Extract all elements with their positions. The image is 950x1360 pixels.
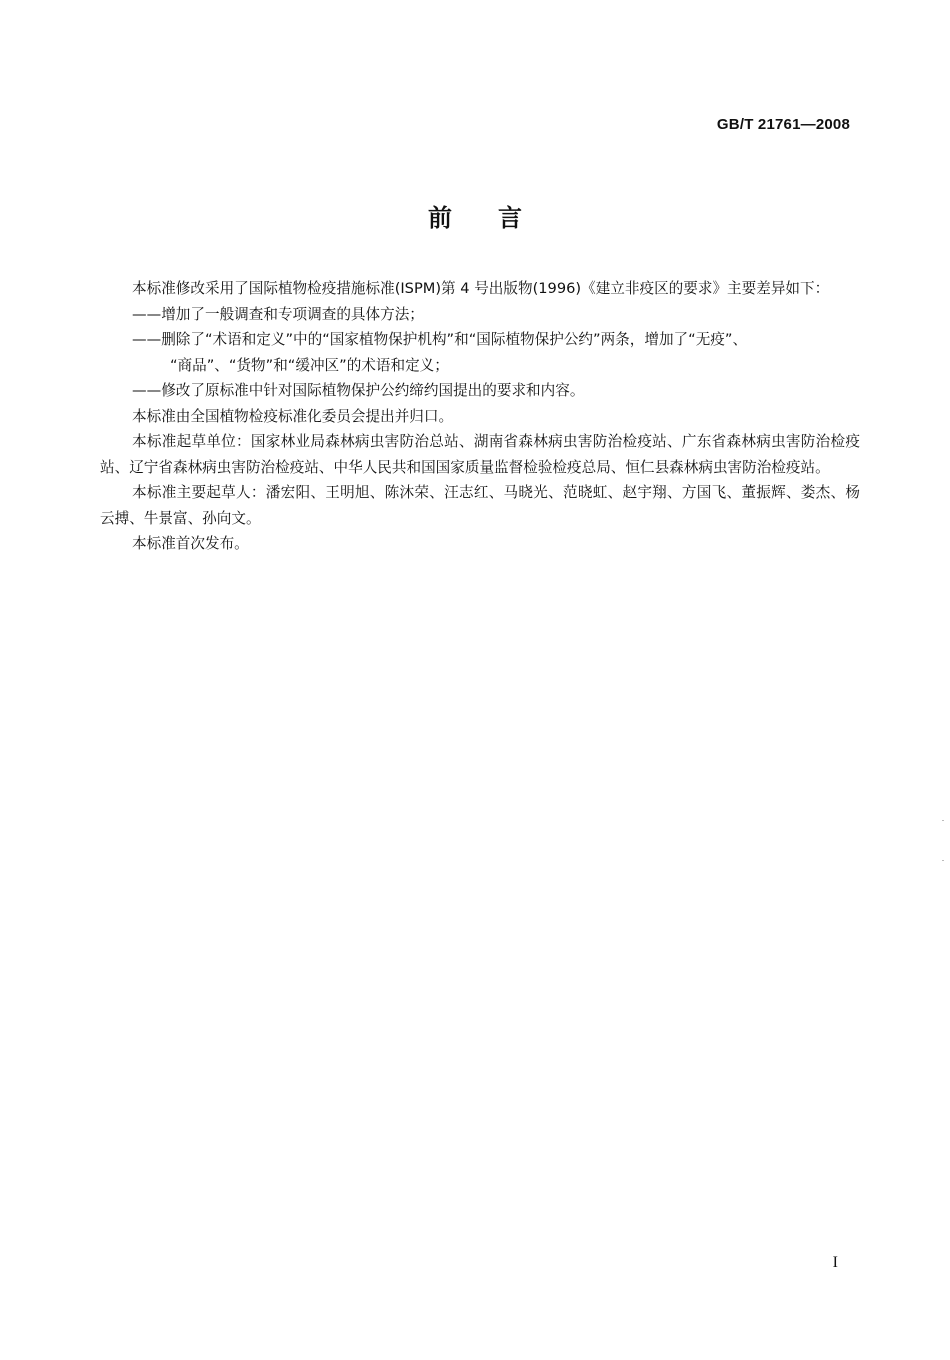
- paragraph-drafters: 本标准主要起草人：潘宏阳、王明旭、陈沐荣、汪志红、马晓光、范晓虹、赵宇翔、方国飞、董振辉、娄杰、杨云搏、牛景富、孙向文。: [100, 484, 860, 527]
- scan-edge-mark: [942, 860, 944, 861]
- paragraph-proposer: 本标准由全国植物检疫标准化委员会提出并归口。: [132, 407, 454, 425]
- standard-number: GB/T 21761—2008: [716, 116, 850, 133]
- difference-item-2-line-1: ——删除了“术语和定义”中的“国家植物保护机构”和“国际植物保护公约”两条，增加了“无疫”、: [132, 331, 748, 348]
- page-number: I: [832, 1254, 838, 1271]
- paragraph-first-release: 本标准首次发布。: [132, 535, 249, 552]
- difference-item-1: ——增加了一般调查和专项调查的具体方法；: [132, 305, 424, 323]
- scan-edge-mark: [942, 820, 944, 821]
- difference-item-2-line-2: “商品”、“货物”和“缓冲区”的术语和定义；: [170, 356, 449, 374]
- paragraph-adoption: 本标准修改采用了国际植物检疫措施标准(ISPM)第 4 号出版物(1996)《建立非疫区的要求》主要差异如下：: [132, 280, 830, 297]
- foreword-body: [100, 276, 860, 557]
- paragraph-drafting-units: 本标准起草单位：国家林业局森林病虫害防治总站、湖南省森林病虫害防治检疫站、广东省森林病虫害防治检疫站、辽宁省森林病虫害防治检疫站、中华人民共和国国家质量监督检验检疫总局、恒仁县森林病虫害防治检疫站。: [100, 433, 860, 476]
- page-title: 前言: [428, 204, 568, 232]
- difference-item-3: ——修改了原标准中针对国际植物保护公约缔约国提出的要求和内容。: [132, 382, 585, 399]
